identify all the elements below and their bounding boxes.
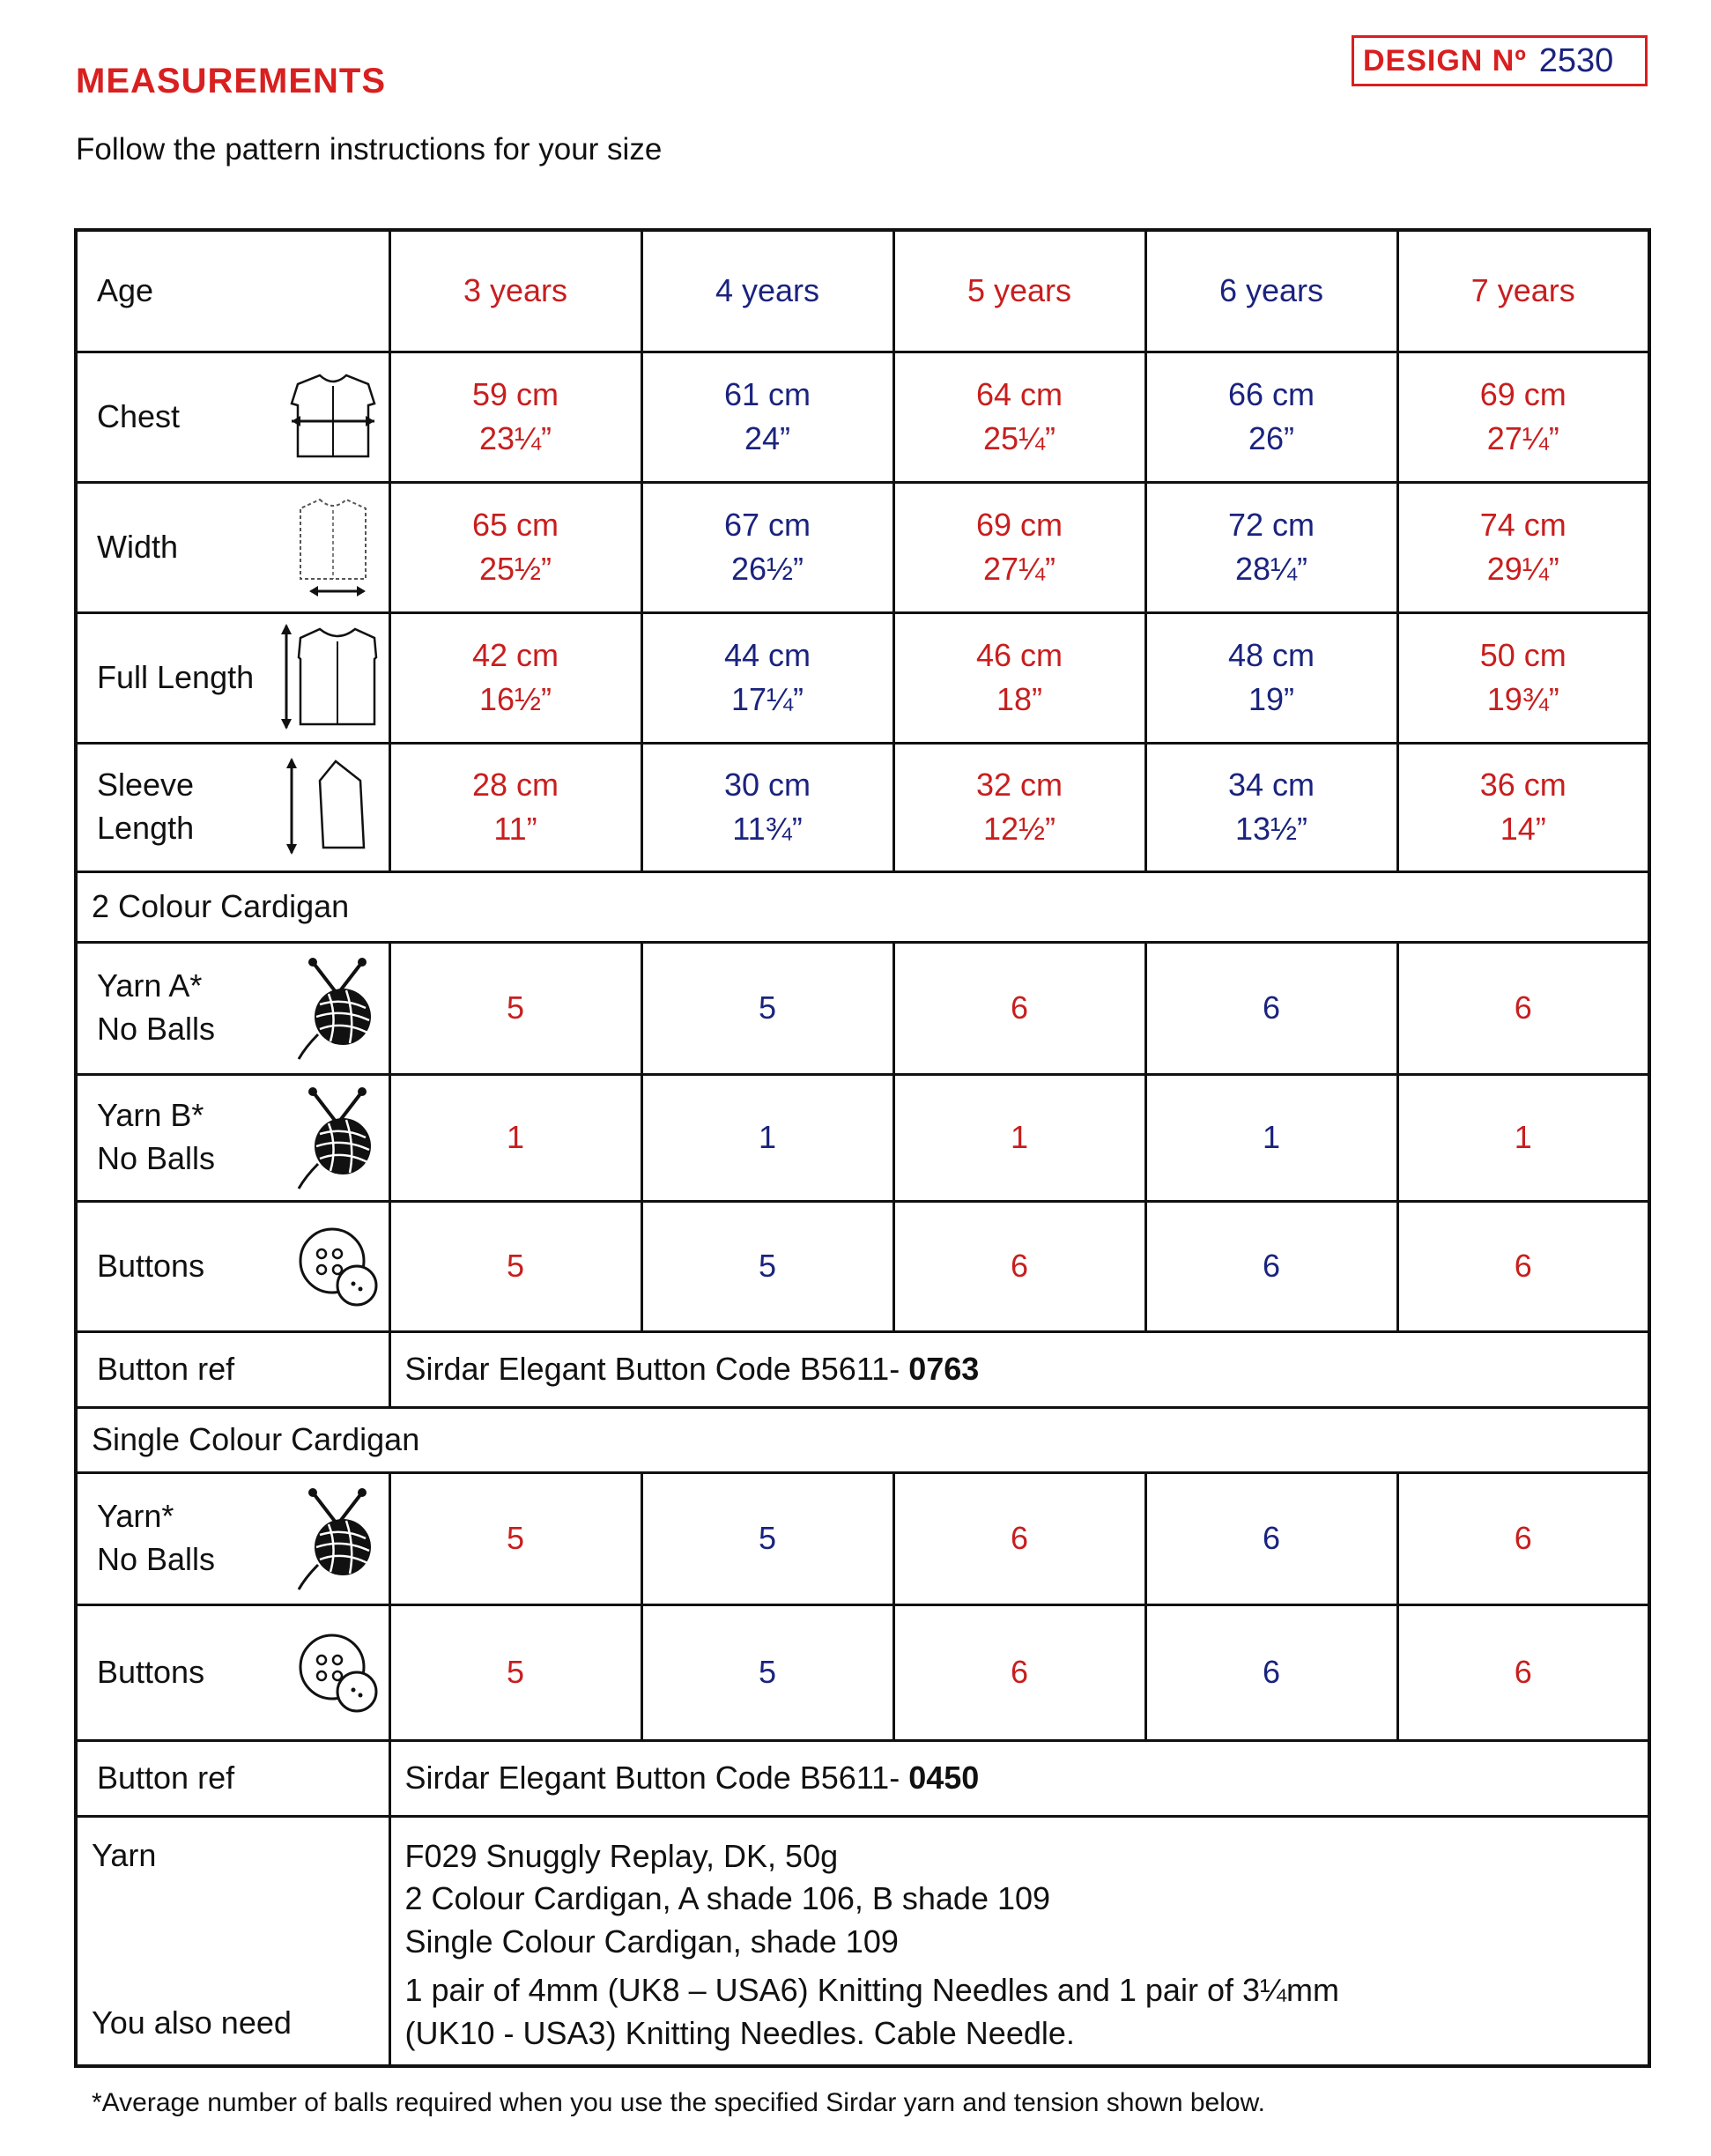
buttons-value: 6 xyxy=(1145,1604,1397,1740)
yarn-row xyxy=(76,1472,1649,1604)
value-inch: 24” xyxy=(744,420,791,456)
age-label: Age xyxy=(97,271,154,308)
width-value-cell xyxy=(1397,482,1649,612)
value-cm: 61 cm xyxy=(723,375,811,412)
measurements-table xyxy=(74,228,1651,2068)
age-value: 7 years xyxy=(1397,230,1649,352)
value-cm: 59 cm xyxy=(471,375,559,412)
value-inch: 13½” xyxy=(1234,811,1308,847)
yarn-info-label: Yarn xyxy=(92,1836,157,1873)
buttons-row xyxy=(76,1604,1649,1740)
chest-value-cell xyxy=(893,352,1145,482)
button-ref-text: Sirdar Elegant Button Code B5611- xyxy=(404,1351,900,1387)
buttons-label-cell xyxy=(76,1201,389,1331)
sleeve-length-label-cell xyxy=(76,743,389,871)
chest-label: Chest xyxy=(97,397,181,434)
label-line: No Balls xyxy=(97,1140,216,1176)
yarn-info-row xyxy=(76,1816,1649,2066)
yarn-b-value: 1 xyxy=(893,1074,1145,1201)
yarn-info-line: (UK10 - USA3) Knitting Needles. Cable Needle. xyxy=(404,2015,1075,2052)
label-line: No Balls xyxy=(97,1541,216,1577)
cardigan-width-icon xyxy=(285,494,381,600)
yarn-value: 6 xyxy=(1145,1472,1397,1604)
yarn-a-value: 5 xyxy=(389,942,641,1074)
sleeve-value-cell xyxy=(893,743,1145,871)
chest-row xyxy=(76,352,1649,482)
width-label-cell xyxy=(76,482,389,612)
value-inch: 27¼” xyxy=(1486,420,1559,456)
chest-value-cell xyxy=(1397,352,1649,482)
button-ref-label: Button ref xyxy=(76,1740,389,1816)
button-icon xyxy=(293,1628,381,1716)
page-title: MEASUREMENTS xyxy=(76,62,387,100)
single-colour-heading-row xyxy=(76,1407,1649,1472)
width-row xyxy=(76,482,1649,612)
button-ref-value xyxy=(389,1740,1649,1816)
age-value: 3 years xyxy=(389,230,641,352)
yarn-a-row xyxy=(76,942,1649,1074)
value-inch: 17¼” xyxy=(730,681,804,717)
value-cm: 74 cm xyxy=(1479,506,1567,543)
width-value-cell xyxy=(389,482,641,612)
value-cm: 69 cm xyxy=(975,506,1063,543)
chest-value-cell xyxy=(389,352,641,482)
value-cm: 65 cm xyxy=(471,506,559,543)
design-label: DESIGN Nº xyxy=(1363,43,1527,78)
buttons-value: 5 xyxy=(641,1604,893,1740)
yarn-ball-needles-icon xyxy=(293,1085,381,1190)
yarn-value: 6 xyxy=(893,1472,1145,1604)
cardigan-length-icon xyxy=(276,620,381,735)
button-ref-text: Sirdar Elegant Button Code B5611- xyxy=(404,1760,900,1796)
buttons-label: Buttons xyxy=(97,1247,205,1284)
yarn-b-value: 1 xyxy=(1145,1074,1397,1201)
full-length-value-cell xyxy=(389,612,641,743)
value-cm: 50 cm xyxy=(1479,636,1567,673)
buttons-value: 6 xyxy=(1397,1604,1649,1740)
buttons-value: 5 xyxy=(389,1201,641,1331)
sleeve-value-cell xyxy=(1145,743,1397,871)
value-cm: 30 cm xyxy=(723,766,811,803)
buttons-value: 5 xyxy=(389,1604,641,1740)
yarn-a-value: 6 xyxy=(1397,942,1649,1074)
yarn-value: 6 xyxy=(1397,1472,1649,1604)
width-value-cell xyxy=(893,482,1145,612)
value-inch: 26” xyxy=(1248,420,1295,456)
yarn-b-value: 1 xyxy=(641,1074,893,1201)
section-heading: Single Colour Cardigan xyxy=(76,1407,1649,1472)
value-inch: 26½” xyxy=(730,551,804,587)
yarn-info-text xyxy=(389,1816,1649,2066)
width-value-cell xyxy=(641,482,893,612)
sleeve-value-cell xyxy=(1397,743,1649,871)
yarn-a-label xyxy=(97,965,215,1050)
buttons-value: 6 xyxy=(893,1201,1145,1331)
design-number-box xyxy=(1352,35,1648,86)
design-number: 2530 xyxy=(1538,41,1614,79)
yarn-ball-needles-icon xyxy=(293,955,381,1061)
value-cm: 67 cm xyxy=(723,506,811,543)
value-cm: 66 cm xyxy=(1227,375,1315,412)
footnote: *Average number of balls required when you use the specified Sirdar yarn and tension shown below. xyxy=(92,2088,1265,2117)
chest-value-cell xyxy=(641,352,893,482)
value-inch: 16½” xyxy=(478,681,552,717)
value-inch: 19¾” xyxy=(1486,681,1559,717)
full-length-value-cell xyxy=(1145,612,1397,743)
value-cm: 42 cm xyxy=(471,636,559,673)
label-line: No Balls xyxy=(97,1011,216,1047)
yarn-label xyxy=(97,1495,215,1581)
sleeve-length-label xyxy=(97,764,194,849)
yarn-a-value: 6 xyxy=(893,942,1145,1074)
yarn-label-cell xyxy=(76,1472,389,1604)
page-subtitle: Follow the pattern instructions for your size xyxy=(76,132,663,167)
value-cm: 46 cm xyxy=(975,636,1063,673)
also-need-label: You also need xyxy=(92,2004,292,2041)
yarn-info-line: 2 Colour Cardigan, A shade 106, B shade 109 xyxy=(404,1880,1051,1917)
value-cm: 64 cm xyxy=(975,375,1063,412)
full-length-row xyxy=(76,612,1649,743)
value-inch: 11¾” xyxy=(732,811,803,847)
yarn-b-row xyxy=(76,1074,1649,1201)
yarn-value: 5 xyxy=(389,1472,641,1604)
value-inch: 18” xyxy=(996,681,1043,717)
width-label: Width xyxy=(97,528,179,565)
yarn-b-value: 1 xyxy=(389,1074,641,1201)
yarn-info-line: F029 Snuggly Replay, DK, 50g xyxy=(404,1837,839,1874)
yarn-value: 5 xyxy=(641,1472,893,1604)
age-value: 5 years xyxy=(893,230,1145,352)
two-colour-heading-row xyxy=(76,871,1649,942)
full-length-label: Full Length xyxy=(97,658,255,695)
label-line: Yarn A* xyxy=(97,967,203,1004)
yarn-b-label-cell xyxy=(76,1074,389,1201)
full-length-value-cell xyxy=(1397,612,1649,743)
value-inch: 23¼” xyxy=(478,420,552,456)
button-ref-code: 0450 xyxy=(908,1760,980,1796)
buttons-value: 6 xyxy=(1145,1201,1397,1331)
yarn-info-line: Single Colour Cardigan, shade 109 xyxy=(404,1923,899,1960)
button-icon xyxy=(293,1222,381,1310)
button-ref-code: 0763 xyxy=(908,1351,980,1387)
buttons-value: 5 xyxy=(641,1201,893,1331)
yarn-a-value: 5 xyxy=(641,942,893,1074)
chest-value-cell xyxy=(1145,352,1397,482)
yarn-b-label xyxy=(97,1094,215,1180)
yarn-b-value: 1 xyxy=(1397,1074,1649,1201)
label-line: Yarn* xyxy=(97,1498,174,1535)
sleeve-value-cell xyxy=(389,743,641,871)
value-inch: 11” xyxy=(493,811,537,847)
button-ref-row xyxy=(76,1331,1649,1407)
yarn-info-label-cell xyxy=(76,1816,389,2066)
age-row xyxy=(76,230,1649,352)
value-cm: 48 cm xyxy=(1227,636,1315,673)
value-inch: 29¼” xyxy=(1486,551,1559,587)
age-value: 6 years xyxy=(1145,230,1397,352)
chest-label-cell xyxy=(76,352,389,482)
value-inch: 19” xyxy=(1248,681,1295,717)
value-cm: 69 cm xyxy=(1479,375,1567,412)
value-cm: 34 cm xyxy=(1227,766,1315,803)
sleeve-value-cell xyxy=(641,743,893,871)
full-length-value-cell xyxy=(641,612,893,743)
button-ref-value xyxy=(389,1331,1649,1407)
label-line: Yarn B* xyxy=(97,1097,204,1134)
button-ref-row xyxy=(76,1740,1649,1816)
value-cm: 32 cm xyxy=(975,766,1063,803)
button-ref-label: Button ref xyxy=(76,1331,389,1407)
sleeve-length-icon xyxy=(276,754,381,860)
buttons-value: 6 xyxy=(1397,1201,1649,1331)
buttons-label-cell xyxy=(76,1604,389,1740)
section-heading: 2 Colour Cardigan xyxy=(76,871,1649,942)
yarn-info-line: 1 pair of 4mm (UK8 – USA6) Knitting Needles and 1 pair of 3¼mm xyxy=(404,1972,1339,2009)
buttons-value: 6 xyxy=(893,1604,1145,1740)
age-value: 4 years xyxy=(641,230,893,352)
sleeve-length-row xyxy=(76,743,1649,871)
full-length-label-cell xyxy=(76,612,389,743)
width-value-cell xyxy=(1145,482,1397,612)
yarn-a-label-cell xyxy=(76,942,389,1074)
label-line: Length xyxy=(97,810,195,846)
cardigan-chest-icon xyxy=(285,368,381,465)
value-cm: 36 cm xyxy=(1479,766,1567,803)
value-inch: 28¼” xyxy=(1234,551,1308,587)
value-inch: 25¼” xyxy=(982,420,1056,456)
value-inch: 12½” xyxy=(982,811,1056,847)
buttons-row xyxy=(76,1201,1649,1331)
value-cm: 44 cm xyxy=(723,636,811,673)
value-inch: 25½” xyxy=(478,551,552,587)
yarn-ball-needles-icon xyxy=(293,1485,381,1591)
label-line: Sleeve xyxy=(97,767,195,804)
value-cm: 28 cm xyxy=(471,766,559,803)
full-length-value-cell xyxy=(893,612,1145,743)
value-cm: 72 cm xyxy=(1227,506,1315,543)
value-inch: 14” xyxy=(1500,811,1546,847)
yarn-a-value: 6 xyxy=(1145,942,1397,1074)
age-label-cell xyxy=(76,230,389,352)
value-inch: 27¼” xyxy=(982,551,1056,587)
buttons-label: Buttons xyxy=(97,1653,205,1690)
